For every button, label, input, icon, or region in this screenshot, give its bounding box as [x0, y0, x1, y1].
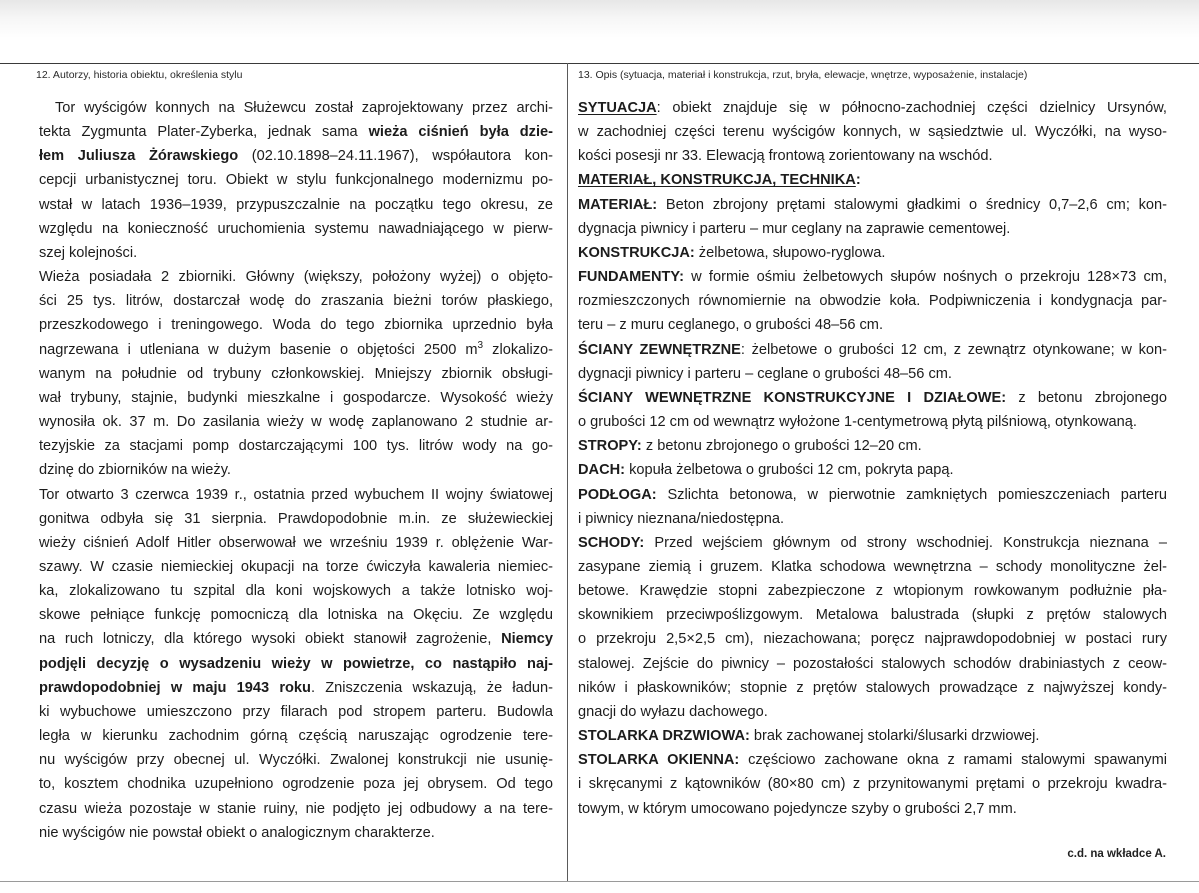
text-line: tekta Zygmunta Plater-Zyberka, jednak sama wieża ciśnień była dzie- — [39, 124, 553, 141]
text-line: stalowej. Zejście do piwnicy – pozostałości stalowych schodów drabiniastych z ceow- — [578, 655, 1167, 672]
section-sytuacja — [578, 96, 1167, 168]
label-schody: SCHODY: — [578, 534, 645, 551]
text-line: o grubości 12 cm od wewnątrz wyłożone 1-centymetrową płytą pilśniową, otynkowaną. — [578, 414, 1137, 431]
text-line: betowe. Krawędzie stopni zabezpieczone z wtopionym rowkowanym podłużnie pła- — [578, 583, 1167, 600]
section-12-heading: 12. Autorzy, historia obiektu, określenia stylu — [36, 69, 243, 81]
label-sciany-zewnetrzne: ŚCIANY ZEWNĘTRZNE — [578, 341, 741, 358]
text-line: czasu wieża pozostaje w stanie ruiny, nie podjęto jej odbudowy a na tere- — [39, 800, 553, 817]
heading-sytuacja: SYTUACJA — [578, 100, 657, 116]
text-line: nagrzewana i utleniana w dużym basenie o objętości 2500 $m^3$ zlokalizo- — [39, 339, 553, 358]
section-stolarka-okienna — [578, 748, 1167, 820]
bottom-rule — [0, 881, 1199, 882]
text-line: wstał w latach 1936–1939, przypuszczalnie na początku tego okresu, ze — [39, 196, 553, 213]
text-line: SYTUACJA: obiekt znajduje się w północno-zachodniej części dzielnicy Ursynów, — [578, 100, 1167, 116]
text-line: i skręcanymi z kątowników (80×80 cm) z przynitowanymi prętami o przekroju kwadra- — [578, 776, 1167, 793]
text-line: PODŁOGA: Szlichta betonowa, w pierwotnie zamkniętych pomieszczeniach parteru — [578, 486, 1167, 503]
text-line: o przekroju 2,5×2,5 cm), niezachowana; poręcz najprawdopodobniej w postaci rury — [578, 631, 1167, 648]
text-line: kości posesji nr 33. Elewacją frontową zorientowany na wschód. — [578, 148, 993, 165]
emphasis: łem Juliusza Żórawskiego — [39, 148, 239, 165]
text-line: na ruch lotniczy, dla którego wysoki obiekt stanowił zagrożenie, Niemcy — [39, 631, 553, 648]
section-13-heading: 13. Opis (sytuacja, materiał i konstrukcja, rzut, bryła, elewacje, wnętrze, wyposażenie, instalacje) — [578, 69, 1028, 81]
text-line: rozmieszczonych równomiernie na obwodzie koła. Podpiwniczenia i kondygnacja par- — [578, 293, 1167, 310]
text-line: teru – z muru ceglanego, o grubości 48–56 cm. — [578, 317, 884, 334]
text-line: w zachodniej części terenu wyścigów konnych, w sąsiedztwie ul. Wyczółki, na wyso- — [578, 124, 1167, 141]
emphasis: Niemcy — [501, 631, 553, 648]
superscript: 3 — [477, 339, 484, 351]
section-podloga — [578, 483, 1167, 531]
text-line: ki wybuchowe umieszczono przy filarach pod stropem parteru. Budowla — [39, 703, 553, 720]
text-line: ŚCIANY WEWNĘTRZNE KONSTRUKCYJNE I DZIAŁOWE: z betonu zbrojonego — [578, 389, 1168, 406]
text-line: zasypane ziemią i gruzem. Klatka schodowa wewnętrzna – schody monolityczne żel- — [578, 558, 1167, 575]
label-dach: DACH: — [578, 462, 626, 479]
label-podloga: PODŁOGA: — [578, 486, 657, 503]
label-stropy: STROPY: — [578, 438, 642, 455]
text-line: cepcji urbanistycznej toru. Obiekt w stylu funkcjonalnego modernizmu po- — [39, 172, 553, 189]
label-konstrukcja: KONSTRUKCJA: — [578, 244, 695, 261]
text-line: prawdopodobniej w maju 1943 roku. Zniszczenia wskazują, że ładun- — [39, 679, 553, 696]
text-line: Tor otwarto 3 czerwca 1939 r., ostatnia przed wybuchem II wojny światowej — [39, 486, 553, 503]
text-line: towym, w którym umocowano pojedyncze szyby o grubości 2,7 mm. — [578, 800, 1017, 817]
text-line: gnacji do wyłazu dachowego. — [578, 703, 768, 720]
section-stropy: STROPY: z betonu zbrojonego o grubości 12–20 cm. — [578, 438, 922, 455]
heading-material-konstrukcja-technika: MATERIAŁ, KONSTRUKCJA, TECHNIKA: — [578, 172, 861, 189]
text-line: szawy. W czasie niemieckiej okupacji na torze ćwiczyła kawaleria niemiec- — [39, 558, 553, 575]
section-sciany-zewnetrzne — [578, 338, 1167, 386]
text-line: wynosiła ok. 37 m. Do zasilania wieży w wodę zaplanowano 2 studnie ar- — [39, 414, 553, 431]
label-stolarka-drzwiowa: STOLARKA DRZWIOWA: — [578, 728, 750, 745]
top-rule — [0, 63, 1199, 64]
text-line: SCHODY: Przed wejściem głównym od strony wschodniej. Konstrukcja nieznana – — [578, 534, 1167, 551]
label-stolarka-okienna: STOLARKA OKIENNA: — [578, 752, 740, 769]
text-line: wanym na południe od trybuny członkowskiej. Mniejszy zbiornik obsługi- — [39, 365, 553, 382]
section-fundamenty — [578, 265, 1167, 337]
label-sciany-wewnetrzne: ŚCIANY WEWNĘTRZNE KONSTRUKCYJNE I DZIAŁOWE: — [578, 389, 1007, 406]
text-line: skowe pełniące funkcję pomocniczą dla lotniska na Okęciu. Ze względu — [39, 607, 553, 624]
text-line: legła w kierunku zachodnim górną częścią naruszając ogrodzenie tere- — [39, 728, 553, 745]
text-line: nu wyścigów przy obecnej ul. Wyczółki. Zwalonej konstrukcji nie usunię- — [39, 752, 553, 769]
text-line: STOLARKA OKIENNA: częściowo zachowane okna z ramami stalowymi spawanymi — [578, 752, 1167, 769]
text-line — [39, 652, 553, 676]
text-line: to, kosztem chodnika uzupełniono ogrodzenie poza jej obrysem. Od tego — [39, 776, 553, 793]
text-line: szej kolejności. — [39, 244, 138, 261]
section-konstrukcja: KONSTRUKCJA: żelbetowa, słupowo-ryglowa. — [578, 244, 886, 261]
text-line: tezyjskie za stacjami pomp dostarczającymi 100 tys. litrów wody na go- — [39, 438, 553, 455]
text-line: wał trybuny, stajnie, budynki mieszkalne i gospodarcze. Wysokość wieży — [39, 389, 553, 406]
text-line: przeszkodowego i treningowego. Woda do tego zbiornika uprzednio była — [39, 317, 553, 334]
history-paragraph-3 — [39, 483, 553, 845]
text-line: wieży ciśnień Adolf Hitler obserwował we wrześniu 1939 r. oblężenie War- — [39, 534, 553, 551]
text-line: ka, zlokalizowano tu szpital dla koni wojskowych a także lotnisko woj- — [39, 583, 553, 600]
text-line: MATERIAŁ: Beton zbrojony prętami stalowymi gładkimi o średnicy 0,7–2,6 cm; kon- — [578, 196, 1167, 213]
text-line: względu na konieczność uruchomienia systemu nawadniającego w pierw- — [39, 220, 553, 237]
text-line: dygnacja piwnicy i parteru – mur ceglany na zaprawie cementowej. — [578, 220, 1011, 237]
history-paragraph-2 — [39, 265, 553, 482]
description-column — [578, 96, 1167, 821]
text-line: nie wyścigów nie powstał obiekt o analogicznym charakterze. — [39, 824, 435, 841]
text-line: łem Juliusza Żórawskiego (02.10.1898–24.11.1967), współautora kon- — [39, 148, 553, 165]
emphasis: prawdopodobniej w maju 1943 roku — [39, 679, 311, 696]
section-dach: DACH: kopuła żelbetowa o grubości 12 cm, pokryta papą. — [578, 462, 954, 479]
text-line: dzinę do zbiorników na wieży. — [39, 462, 231, 479]
scan-top-edge — [0, 0, 1199, 40]
text-line: ści 25 tys. litrów, dostarczał wodę do zraszania bieżni torów płaskiego, — [39, 293, 553, 310]
text-line: FUNDAMENTY: w formie ośmiu żelbetowych słupów nośnych o przekroju 128×73 cm, — [578, 269, 1167, 286]
continuation-note: c.d. na wkładce A. — [1067, 848, 1166, 860]
section-material — [578, 193, 1167, 241]
text-line: gonitwa odbyła się 31 sierpnia. Prawdopodobnie m.in. ze służewieckiej — [39, 510, 553, 527]
label-fundamenty: FUNDAMENTY: — [578, 269, 684, 286]
text-line: skownikiem przeciwpoślizgowym. Metalowa balustrada (słupki z prętów stalowych — [578, 607, 1167, 624]
column-divider — [567, 63, 568, 881]
section-schody — [578, 531, 1167, 724]
text-line: Wieża posiadała 2 zbiorniki. Główny (większy, położony wyżej) o objęto- — [39, 269, 553, 286]
text-line: ŚCIANY ZEWNĘTRZNE: żelbetowe o grubości 12 cm, z zewnątrz otynkowane; w kon- — [578, 341, 1167, 358]
text-line: dygnacji piwnicy i parteru – ceglane o grubości 48–56 cm. — [578, 365, 952, 382]
text-line: Tor wyścigów konnych na Służewcu został zaprojektowany przez archi- — [55, 100, 553, 116]
history-paragraph-1 — [39, 96, 553, 265]
history-column — [39, 96, 553, 845]
text-line: i piwnicy nieznana/niedostępna. — [578, 510, 785, 527]
emphasis: wieża ciśnień była dzie- — [368, 124, 553, 141]
emphasis: podjęli decyzję o wysadzeniu wieży w powietrze, co nastąpiło naj- — [39, 655, 553, 672]
text-line: ników i płaskowników; stopnie z prętów stalowych prowadzące z najwyższej kondy- — [578, 679, 1167, 696]
section-sciany-wewnetrzne — [578, 386, 1167, 434]
label-material: MATERIAŁ: — [578, 196, 658, 213]
section-stolarka-drzwiowa: STOLARKA DRZWIOWA: brak zachowanej stolarki/ślusarki drzwiowej. — [578, 728, 1040, 745]
